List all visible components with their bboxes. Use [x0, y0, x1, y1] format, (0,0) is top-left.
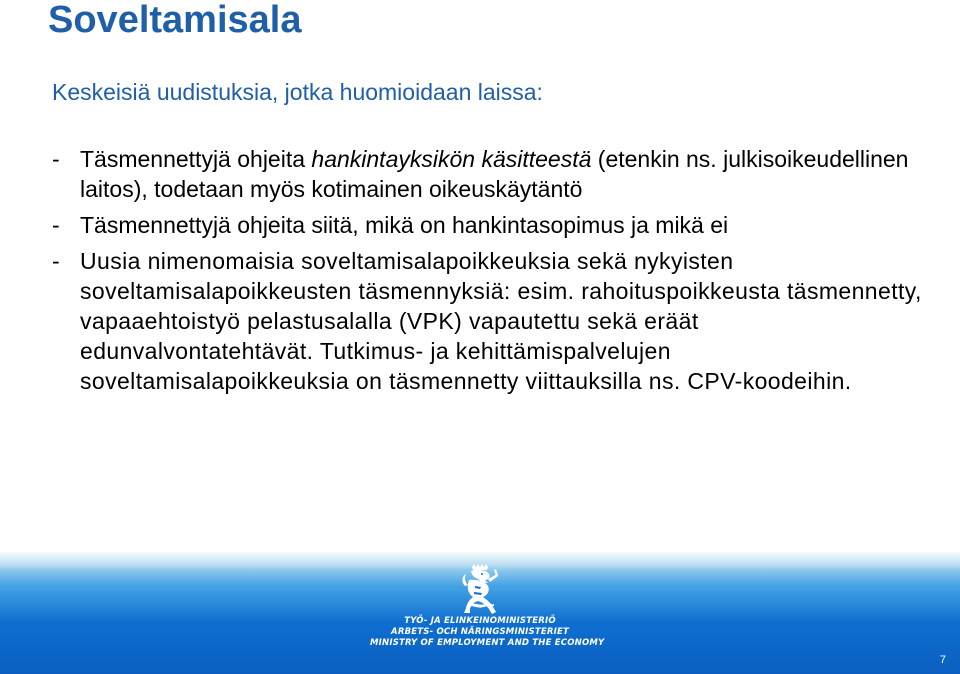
bullet-dash: - — [52, 248, 61, 274]
list-item — [52, 144, 932, 204]
list-item-emphasis: hankintayksikön käsitteestä — [311, 146, 592, 172]
bullet-dash: - — [52, 146, 60, 172]
ministry-name-finnish: TYÖ- JA ELINKEINOMINISTERIÖ — [404, 616, 556, 626]
slide-subtitle: Keskeisiä uudistuksia, jotka huomioidaan laissa: — [52, 79, 543, 105]
ministry-name-swedish: ARBETS- OCH NÄRINGSMINISTERIET — [391, 627, 569, 637]
list-item — [52, 210, 932, 240]
ministry-name-english: MINISTRY OF EMPLOYMENT AND THE ECONOMY — [370, 638, 605, 648]
page-number: 7 — [939, 654, 946, 666]
list-item — [52, 246, 932, 396]
footer-banner — [0, 552, 960, 674]
list-item-text — [80, 144, 932, 204]
finnish-lion-emblem-icon — [461, 564, 499, 616]
list-item-text-before: Täsmennettyjä ohjeita — [80, 146, 312, 172]
list-item-text: Uusia nimenomaisia soveltamisalapoikkeuksia sekä nykyisten soveltamisalapoikkeusten täsmennyksiä: esim. rahoituspoikkeusta täsmennetty, vapaaehtoistyö pelastusalalla (VPK) vapautettu sekä eräät edunvalvontatehtävät. Tutkimus- ja kehittämispalvelujen soveltamisalapoikkeuksia on täsmennetty viittauksilla ns. CPV-koodeihin. — [80, 248, 922, 394]
list-item-text: Täsmennettyjä ohjeita siitä, mikä on hankintasopimus ja mikä ei — [80, 212, 729, 238]
bullet-dash: - — [52, 212, 60, 238]
list-item-text-after: (etenkin ns. julkisoikeudellinen laitos), todetaan myös kotimainen oikeuskäytäntö — [80, 146, 909, 202]
slide-title: Soveltamisala — [48, 0, 302, 41]
ministry-name — [370, 616, 605, 649]
bullet-list — [52, 144, 932, 402]
